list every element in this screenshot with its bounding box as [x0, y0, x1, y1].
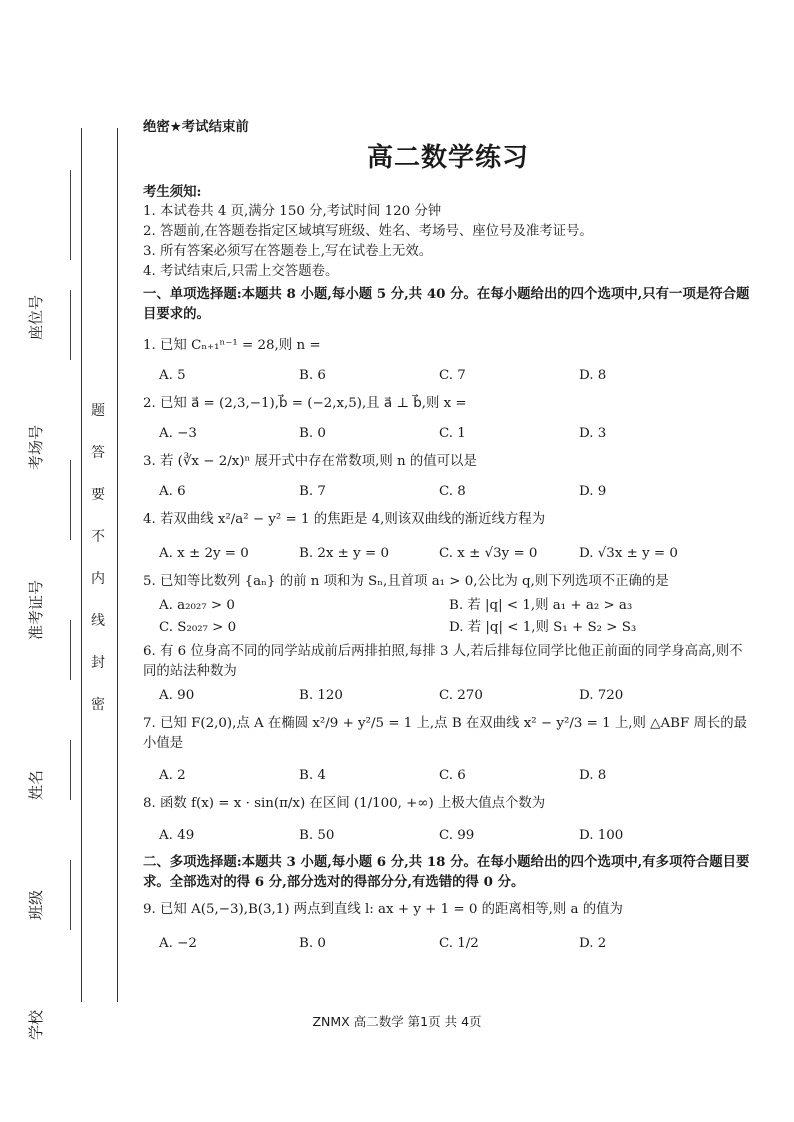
- option-row: [159, 826, 753, 846]
- side-label: 姓名: [27, 769, 45, 800]
- option-d: D. 8: [579, 368, 607, 383]
- section-heading: 二、多项选择题:本题共 3 小题,每小题 6 分,共 18 分。在每小题给出的四个选项中,有多项符合题目要求。全部选对的得 6 分,部分选对的得部分分,有选错的得 0 分。: [143, 854, 750, 890]
- option-row: [159, 766, 753, 786]
- side-label: 准考证号: [27, 579, 45, 640]
- notice-item: 1. 本试卷共 4 页,满分 150 分,考试时间 120 分钟: [143, 204, 442, 219]
- binding-line-outer: [81, 128, 82, 1002]
- notice-item: 2. 答题前,在答题卷指定区域填写班级、姓名、考场号、座位号及准考证号。: [143, 224, 593, 239]
- seal-char: 答: [91, 445, 105, 461]
- option-a: A. −2: [159, 936, 197, 951]
- question-stem: 1. 已知 Cₙ₊₁ⁿ⁻¹ = 28,则 n =: [143, 338, 321, 353]
- option-d: D. 2: [579, 936, 607, 951]
- question-7: [143, 714, 753, 786]
- option-d: D. 3: [579, 426, 607, 441]
- option-d: D. 100: [579, 828, 624, 843]
- option-row: [159, 934, 753, 954]
- option-b: B. 7: [299, 484, 326, 499]
- question-2: [143, 394, 753, 444]
- option-a: A. −3: [159, 426, 197, 441]
- option-b: B. 0: [299, 426, 326, 441]
- option-a: A. 2: [159, 768, 186, 783]
- notice-item: 4. 考试结束后,只需上交答题卷。: [143, 264, 339, 279]
- side-blank-line: [70, 460, 71, 540]
- question-stem: 5. 已知等比数列 {aₙ} 的前 n 项和为 Sₙ,且首项 a₁ > 0,公比为 q,则下列选项不正确的是: [143, 574, 669, 589]
- side-blank-line: [70, 620, 71, 680]
- option-c: C. 1: [439, 426, 466, 441]
- option-b: B. 120: [299, 688, 343, 703]
- option-b: B. 50: [299, 828, 335, 843]
- seal-char: 要: [91, 487, 105, 503]
- option-c: C. 7: [439, 368, 466, 383]
- side-blank-line: [70, 290, 71, 360]
- option-grid: [159, 596, 753, 638]
- notice-item: 3. 所有答案必须写在答题卷上,写在试卷上无效。: [143, 244, 433, 259]
- option-row: [159, 424, 753, 444]
- confidential-mark: 绝密★考试结束前: [143, 120, 249, 135]
- side-label: 班级: [27, 889, 45, 920]
- option-a: A. 90: [159, 688, 195, 703]
- seal-char: 封: [91, 655, 105, 671]
- side-blank-line: [70, 740, 71, 800]
- option-d: D. √3x ± y = 0: [579, 546, 678, 561]
- option-d: D. 8: [579, 768, 607, 783]
- option-row: [159, 366, 753, 386]
- option-b: B. 4: [299, 768, 326, 783]
- side-label: 座位号: [27, 294, 45, 340]
- question-1: [143, 336, 753, 386]
- notice-heading: 考生须知:: [143, 184, 202, 200]
- option-a: A. 49: [159, 828, 195, 843]
- option-a: A. a₂₀₂₇ > 0: [159, 598, 235, 613]
- option-d: D. 若 |q| < 1,则 S₁ + S₂ > S₃: [449, 620, 637, 635]
- seal-char: 密: [91, 697, 105, 713]
- question-9: [143, 900, 753, 954]
- page-title: 高二数学练习: [366, 143, 529, 173]
- option-c: C. x ± √3y = 0: [439, 546, 538, 561]
- option-c: C. 6: [439, 768, 466, 783]
- exam-content: [143, 118, 753, 960]
- option-d: D. 720: [579, 688, 624, 703]
- option-c: C. S₂₀₂₇ > 0: [159, 620, 237, 635]
- seal-char: 不: [91, 529, 105, 545]
- question-stem: 7. 已知 F(2,0),点 A 在椭圆 x²/9 + y²/5 = 1 上,点 B 在双曲线 x² − y²/3 = 1 上,则 △ABF 周长的最小值是: [143, 716, 748, 751]
- seal-char: 内: [91, 571, 105, 587]
- side-blank-line: [70, 860, 71, 930]
- option-a: A. x ± 2y = 0: [159, 546, 249, 561]
- option-c: C. 270: [439, 688, 483, 703]
- question-8: [143, 794, 753, 846]
- option-b: B. 若 |q| < 1,则 a₁ + a₂ > a₃: [449, 598, 633, 613]
- side-blank-line: [70, 170, 71, 260]
- question-4: [143, 510, 753, 564]
- side-label: 学校: [27, 1009, 45, 1040]
- seal-char: 线: [91, 613, 105, 629]
- section-heading: 一、单项选择题:本题共 8 小题,每小题 5 分,共 40 分。在每小题给出的四个选项中,只有一项是符合题目要求的。: [143, 286, 750, 322]
- option-a: A. 6: [159, 484, 186, 499]
- option-c: C. 99: [439, 828, 475, 843]
- question-stem: 3. 若 (∛x − 2/x)ⁿ 展开式中存在常数项,则 n 的值可以是: [143, 454, 477, 469]
- option-a: A. 5: [159, 368, 186, 383]
- question-6: [143, 642, 753, 706]
- option-c: C. 1/2: [439, 936, 479, 951]
- option-b: B. 2x ± y = 0: [299, 546, 389, 561]
- option-b: B. 0: [299, 936, 326, 951]
- page-footer: ZNMX 高二数学 第1页 共 4页: [312, 1014, 482, 1029]
- option-row: [159, 544, 753, 564]
- binding-line-inner: [117, 128, 118, 1002]
- seal-line-text: [88, 400, 108, 736]
- question-3: [143, 452, 753, 502]
- question-stem: 6. 有 6 位身高不同的同学站成前后两排拍照,每排 3 人,若后排每位同学比他正前面的同学身高高,则不同的站法种数为: [143, 644, 743, 679]
- question-stem: 9. 已知 A(5,−3),B(3,1) 两点到直线 l: ax + y + 1 = 0 的距离相等,则 a 的值为: [143, 902, 623, 917]
- question-5: [143, 572, 753, 638]
- question-stem: 4. 若双曲线 x²/a² − y² = 1 的焦距是 4,则该双曲线的渐近线方程为: [143, 512, 546, 527]
- question-stem: 2. 已知 a⃗ = (2,3,−1),b⃗ = (−2,x,5),且 a⃗ ⊥ b⃗,则 x =: [143, 396, 467, 411]
- question-stem: 8. 函数 f(x) = x · sin(π/x) 在区间 (1/100, +∞) 上极大值点个数为: [143, 796, 546, 811]
- option-row: [159, 686, 753, 706]
- side-label: 考场号: [27, 424, 45, 470]
- option-d: D. 9: [579, 484, 607, 499]
- option-c: C. 8: [439, 484, 466, 499]
- option-row: [159, 482, 753, 502]
- option-b: B. 6: [299, 368, 326, 383]
- seal-char: 题: [91, 403, 105, 419]
